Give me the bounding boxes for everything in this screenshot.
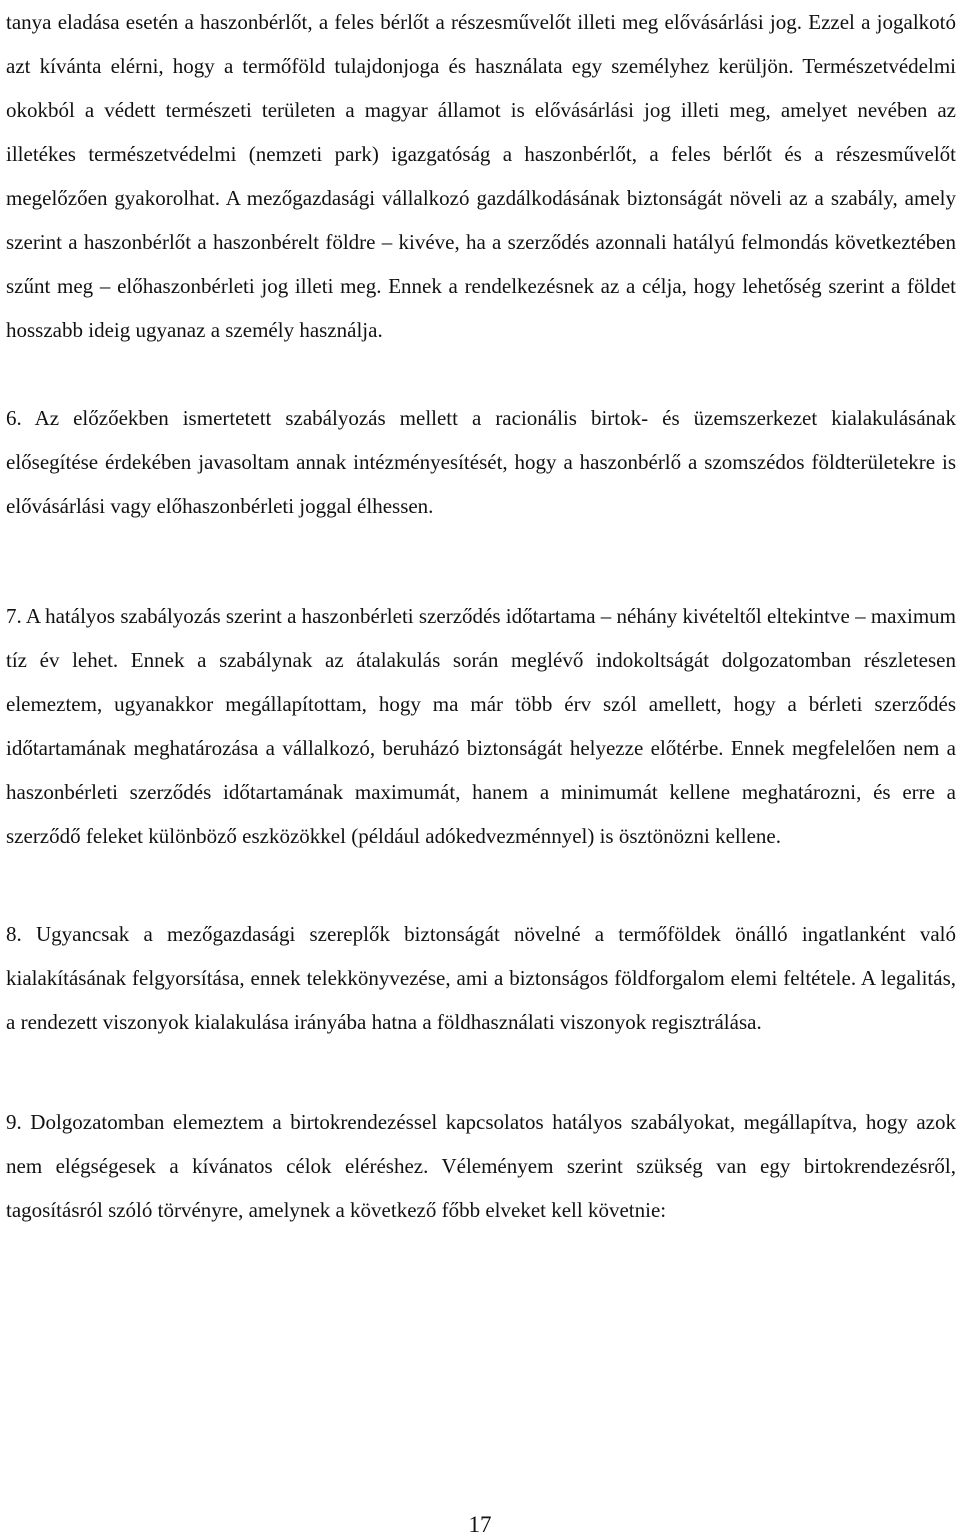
paragraph-continuation: tanya eladása esetén a haszonbérlőt, a feles bérlőt a részesművelőt illeti meg elővásárlási jog. Ezzel a jogalkotó azt kívánta elérni, hogy a termőföld tulajdonjoga és használata egy személyhez kerüljön. Természetvédelmi okokból a védett természeti területen a magyar államot is elővásárlási jog illeti meg, amelyet nevében az illetékes természetvédelmi (nemzeti park) igazgatóság a haszonbérlőt, a feles bérlőt és a részesművelőt megelőzően gyakorolhat. A mezőgazdasági vállalkozó gazdálkodásának biztonságát növeli az a szabály, amely szerint a haszonbérlőt a haszonbérelt földre – kivéve, ha a szerződés azonnali hatályú felmondás következtében szűnt meg – előhaszonbérleti jog illeti meg. Ennek a rendelkezésnek az a célja, hogy lehetőség szerint a földet hosszabb ideig ugyanaz a személy használja. bbox=[6, 10, 956, 342]
paragraph-8: 8. Ugyancsak a mezőgazdasági szereplők biztonságát növelné a termőföldek önálló ingatlanként való kialakításának felgyorsítása, ennek telekkönyvezése, ami a biztonságos földforgalom elemi feltétele. A legalitás, a rendezett viszonyok kialakulása irányába hatna a földhasználati viszonyok regisztrálása. bbox=[6, 922, 956, 1034]
page-number: 17 bbox=[468, 1512, 492, 1537]
paragraph-7: 7. A hatályos szabályozás szerint a haszonbérleti szerződés időtartama – néhány kivételtől eltekintve – maximum tíz év lehet. Ennek a szabálynak az átalakulás során meglévő indokoltságát dolgozatomban részletesen elemeztem, ugyanakkor megállapítottam, hogy ma már több érv szól amellett, hogy a bérleti szerződés időtartamának meghatározása a vállalkozó, beruházó biztonságát helyezze előtérbe. Ennek megfelelően nem a haszonbérleti szerződés időtartamának maximumát, hanem a minimumát kellene meghatározni, és erre a szerződő feleket különböző eszközökkel (például adókedvezménnyel) is ösztönözni kellene. bbox=[6, 604, 956, 848]
paragraph-6: 6. Az előzőekben ismertetett szabályozás mellett a racionális birtok- és üzemszerkezet kialakulásának elősegítése érdekében javasoltam annak intézményesítését, hogy a haszonbérlő a szomszédos földterületekre is elővásárlási vagy előhaszonbérleti joggal élhessen. bbox=[6, 406, 956, 518]
paragraph-9: 9. Dolgozatomban elemeztem a birtokrendezéssel kapcsolatos hatályos szabályokat, megállapítva, hogy azok nem elégségesek a kívánatos célok eléréshez. Véleményem szerint szükség van egy birtokrendezésről, tagosításról szóló törvényre, amelynek a következő főbb elveket kell követnie: bbox=[6, 1110, 956, 1222]
